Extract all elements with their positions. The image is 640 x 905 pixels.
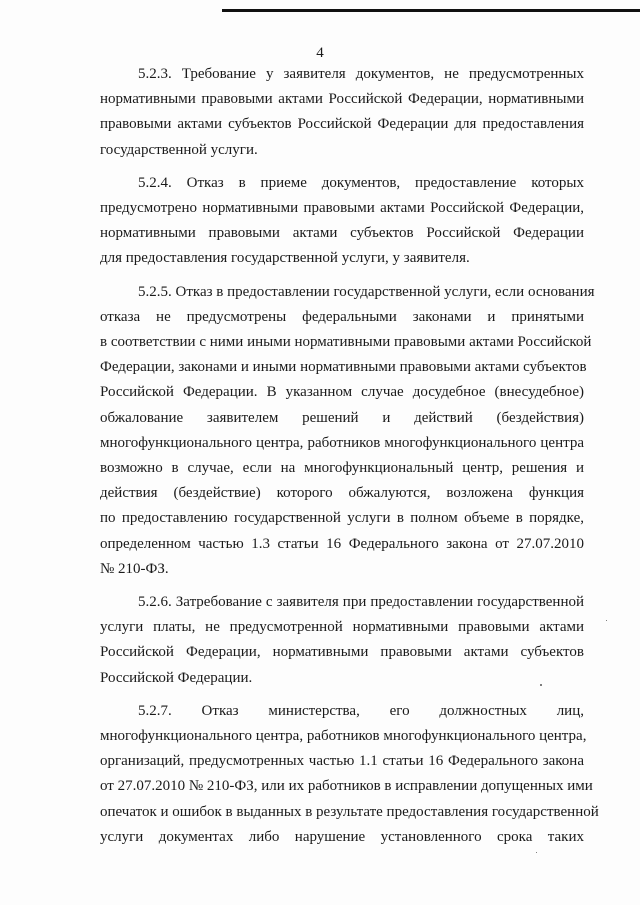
paragraph-line: услуги документах либо нарушение установленного срока таких [100, 828, 584, 845]
paragraph [100, 699, 599, 850]
paragraph-line: 5.2.5. Отказ в предоставлении государственной услуги, если основания [138, 283, 595, 300]
paragraph-line: от 27.07.2010 № 210-ФЗ, или их работников в исправлении допущенных ими [100, 778, 593, 795]
paragraph-line: правовыми актами субъектов Российской Федерации для предоставления [100, 116, 584, 133]
paragraph-line: отказа не предусмотрены федеральными законами и принятыми [100, 308, 584, 325]
paragraph-line: действия (бездействие) которого обжалуются, возложена функция [100, 485, 584, 502]
paragraph-line: Российской Федерации. [100, 669, 253, 686]
paragraph-line: Федерации, законами и иными нормативными правовыми актами субъектов [100, 359, 587, 376]
page-number: 4 [316, 45, 324, 61]
paragraph-line: многофункционального центра, работников многофункционального центра, [100, 728, 587, 745]
paragraph-line: 5.2.4. Отказ в приеме документов, предоставление которых [138, 174, 584, 191]
paragraph-line: организаций, предусмотренных частью 1.1 статьи 16 Федерального закона [100, 753, 584, 770]
paragraph-line: для предоставления государственной услуги, у заявителя. [100, 250, 470, 267]
paragraph-line: многофункционального центра, работников многофункционального центра [100, 434, 584, 451]
paragraph-line: нормативными правовыми актами субъектов Российской Федерации [100, 225, 584, 242]
scan-edge-bar [222, 9, 640, 12]
paragraph-line: 5.2.6. Затребование с заявителя при предоставлении государственной [138, 594, 584, 611]
paragraph-line: обжалование заявителем решений и действий (бездействия) [100, 409, 584, 426]
paragraph-line: возможно в случае, если на многофункциональный центр, решения и [100, 460, 584, 477]
paragraph-line: Российской Федерации. В указанном случае досудебное (внесудебное) [100, 384, 584, 401]
paragraph-line: предусмотрено нормативными правовыми актами Российской Федерации, [100, 200, 584, 217]
paragraph-line: 5.2.7. Отказ министерства, его должностных лиц, [138, 702, 584, 719]
paragraph-line: определенном частью 1.3 статьи 16 Федерального закона от 27.07.2010 [100, 535, 584, 552]
paragraph-line: в соответствии с ними иными нормативными правовыми актами Российской [100, 334, 592, 351]
paragraph [100, 590, 584, 691]
paragraph [100, 280, 595, 582]
paragraph-line: нормативными правовыми актами Российской Федерации, нормативными [100, 91, 584, 108]
paragraph [100, 171, 584, 272]
paragraph [100, 62, 584, 163]
paragraph-line: 5.2.3. Требование у заявителя документов, не предусмотренных [138, 66, 584, 82]
paragraph-line: № 210-ФЗ. [100, 560, 169, 577]
paragraph-line: по предоставлению государственной услуги в полном объеме в порядке, [100, 510, 584, 527]
paragraph-line: опечаток и ошибок в выданных в результате предоставления государственной [100, 803, 599, 820]
paragraph-line: Российской Федерации, нормативными правовыми актами субъектов [100, 644, 584, 661]
paragraph-line: государственной услуги. [100, 141, 258, 158]
document-body [100, 62, 599, 858]
paragraph-line: услуги платы, не предусмотренной нормативными правовыми актами [100, 619, 584, 636]
